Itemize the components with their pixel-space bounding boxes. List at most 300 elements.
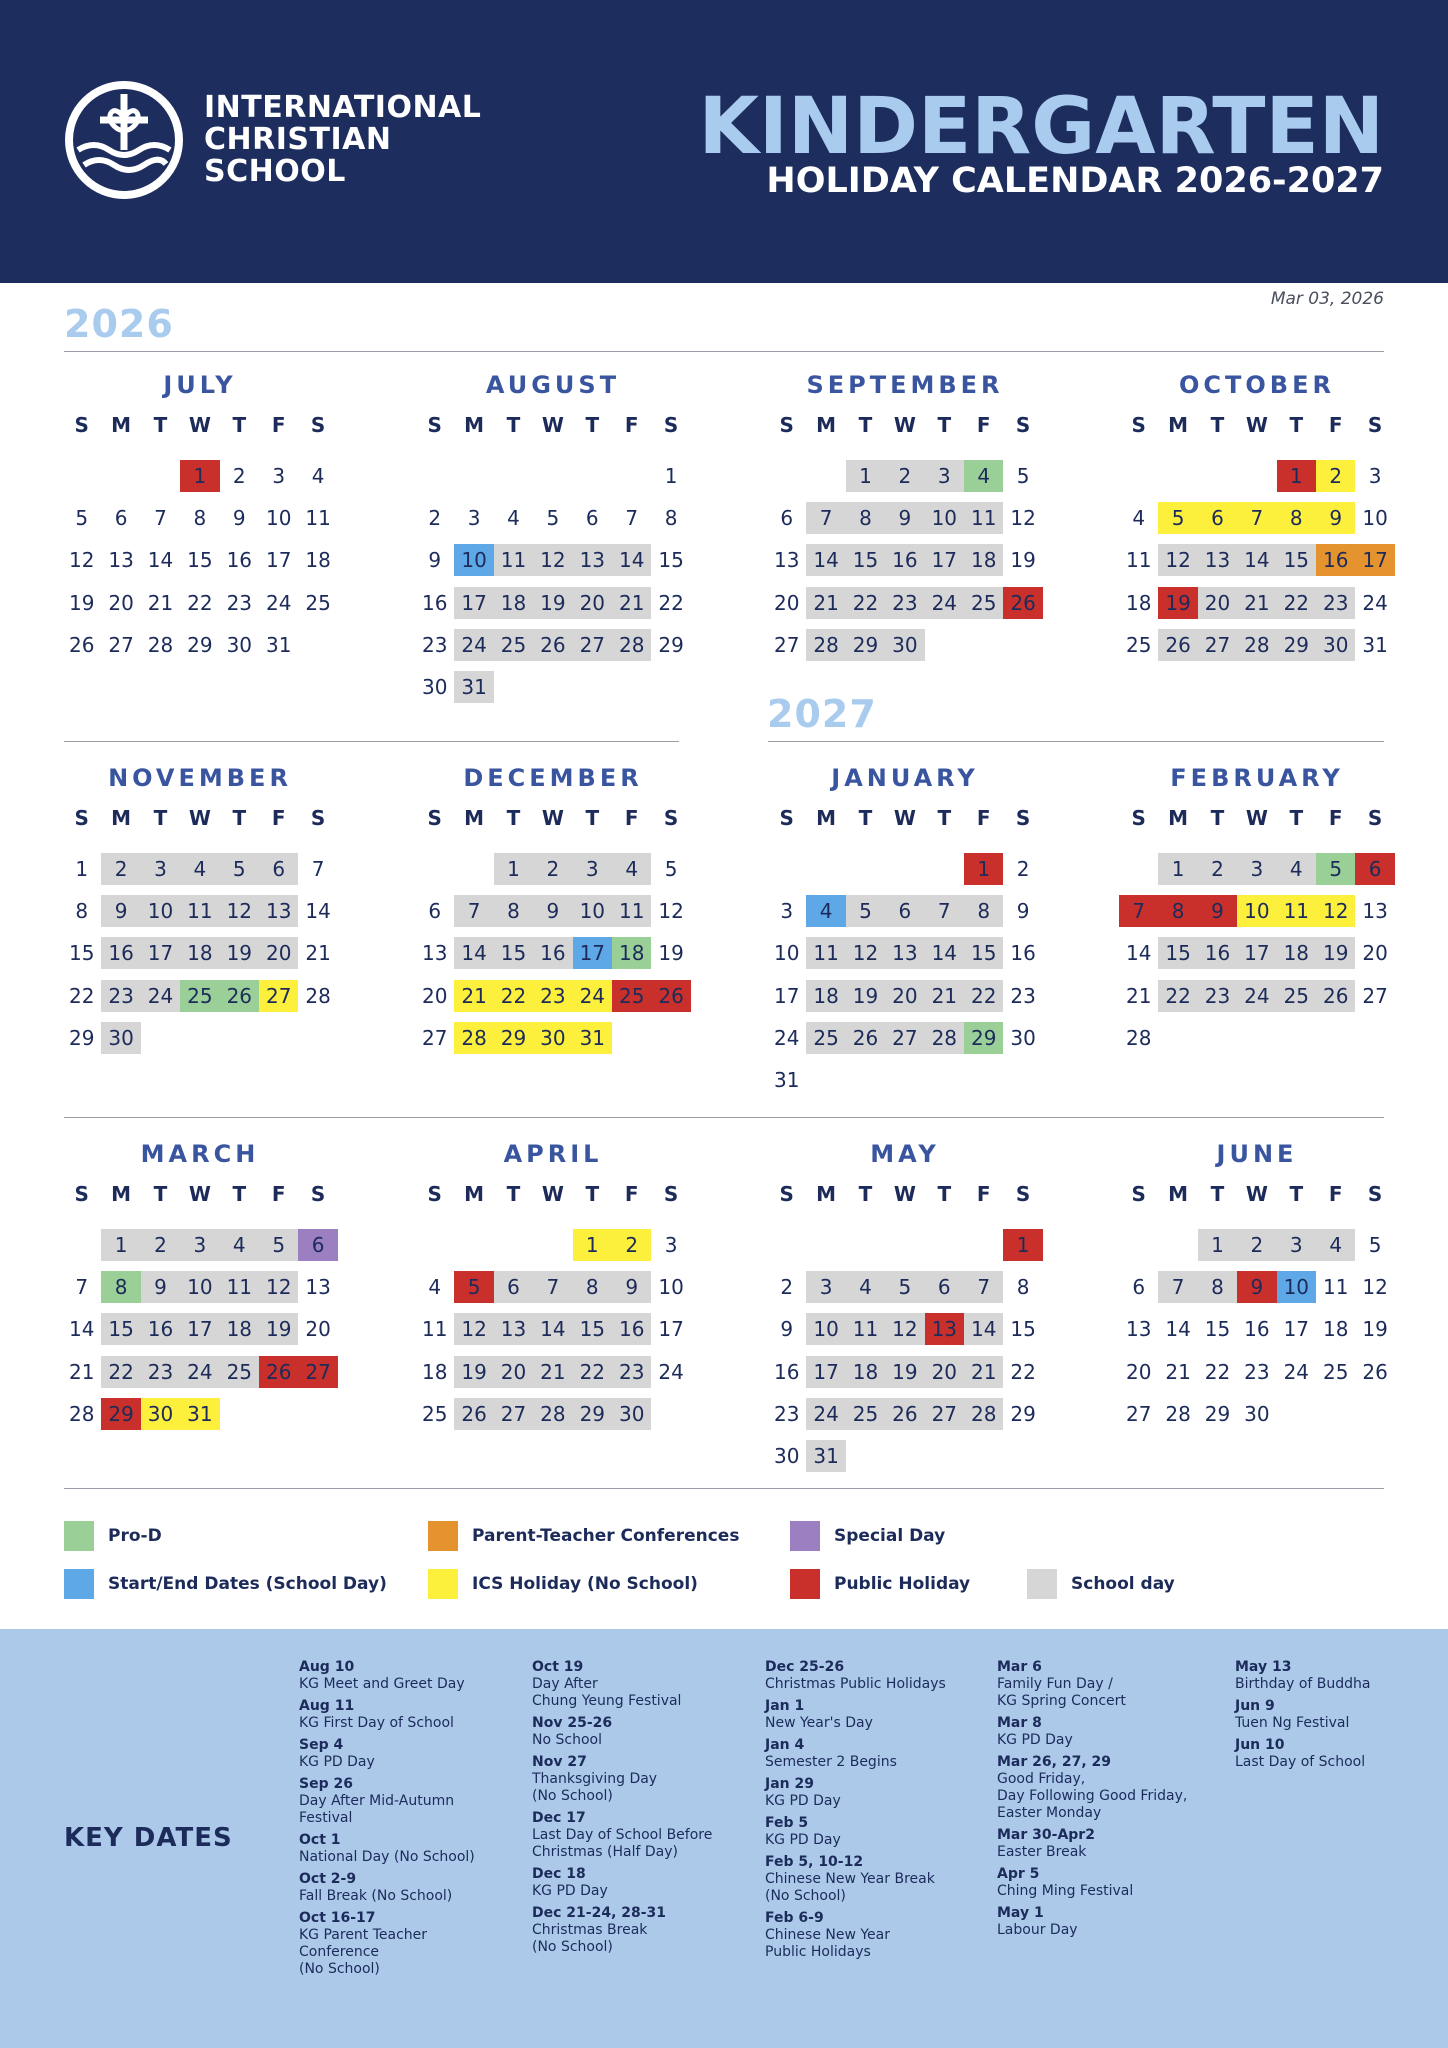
day-cell: 15 xyxy=(101,1313,140,1345)
day-cell: 27 xyxy=(298,1356,337,1388)
month-december xyxy=(415,763,691,1050)
day-cell: 28 xyxy=(1237,629,1276,661)
weekday-header: W xyxy=(893,1182,916,1206)
day-cell: 23 xyxy=(533,980,572,1012)
day-cell: 29 xyxy=(494,1022,533,1054)
weekday-header: F xyxy=(1328,1182,1343,1206)
day-cell: 19 xyxy=(454,1356,493,1388)
weekday-header: S xyxy=(74,1182,89,1206)
day-cell: 20 xyxy=(925,1356,964,1388)
month-name: SEPTEMBER xyxy=(806,371,1004,399)
day-cell: 25 xyxy=(1125,632,1152,657)
weekday-header: M xyxy=(111,1182,132,1206)
weekday-header: T xyxy=(232,413,247,437)
legend-label: School day xyxy=(1071,1574,1175,1594)
weekday-header: S xyxy=(310,806,326,830)
day-cell: 27 xyxy=(259,980,298,1012)
day-cell: 7 xyxy=(625,506,639,531)
day-cell: 23 xyxy=(141,1356,180,1388)
key-date-description: Chinese New Year Public Holidays xyxy=(765,1927,891,1960)
day-cell: 10 xyxy=(1237,895,1276,927)
day-cell: 29 xyxy=(846,629,885,661)
key-date-description: KG PD Day xyxy=(532,1883,608,1899)
key-date-date: Jun 10 xyxy=(1235,1737,1285,1753)
day-cell: 1 xyxy=(846,460,885,492)
day-cell: 9 xyxy=(141,1271,180,1303)
day-cell: 23 xyxy=(1244,1359,1270,1384)
day-cell: 4 xyxy=(806,895,845,927)
weekday-header: W xyxy=(541,806,564,830)
day-cell: 7 xyxy=(311,857,325,881)
key-date-entry xyxy=(997,1827,1217,1861)
day-cell: 16 xyxy=(885,544,924,576)
weekday-header: S xyxy=(663,806,679,830)
day-cell: 31 xyxy=(454,671,493,703)
day-cell: 15 xyxy=(573,1313,612,1345)
page-subtitle: HOLIDAY CALENDAR 2026-2027 xyxy=(766,161,1384,201)
weekday-header: S xyxy=(310,1182,326,1206)
day-cell: 1 xyxy=(1003,1229,1042,1261)
day-cell: 19 xyxy=(1010,548,1036,573)
legend-label: Special Day xyxy=(834,1526,946,1546)
key-date-entry xyxy=(532,1659,752,1710)
day-cell: 8 xyxy=(1016,1275,1030,1300)
month-name: FEBRUARY xyxy=(1170,764,1344,792)
key-date-date: May 13 xyxy=(1235,1659,1292,1675)
key-dates-column xyxy=(765,1659,985,1966)
weekday-header: T xyxy=(232,1182,247,1206)
key-date-date: Jun 9 xyxy=(1235,1698,1275,1714)
day-cell: 10 xyxy=(1362,506,1388,531)
day-cell: 29 xyxy=(1010,1401,1036,1426)
legend-swatch xyxy=(1027,1569,1057,1599)
month-name: JUNE xyxy=(1216,1140,1298,1168)
day-cell: 13 xyxy=(573,544,612,576)
month-name: MAY xyxy=(870,1140,940,1168)
day-cell: 11 xyxy=(846,1313,885,1345)
month-name: JANUARY xyxy=(831,764,979,792)
day-cell: 26 xyxy=(454,1398,493,1430)
day-cell: 19 xyxy=(1158,587,1197,619)
day-cell: 22 xyxy=(1204,1359,1231,1384)
day-cell: 14 xyxy=(806,544,845,576)
day-cell: 4 xyxy=(846,1271,885,1303)
key-date-date: Oct 19 xyxy=(532,1659,584,1675)
day-cell: 26 xyxy=(1158,629,1197,661)
day-cell: 13 xyxy=(773,548,800,573)
day-cell: 31 xyxy=(773,1068,800,1092)
day-cell: 25 xyxy=(1322,1359,1349,1384)
day-cell: 14 xyxy=(147,548,174,573)
day-cell: 13 xyxy=(421,941,448,966)
day-cell: 26 xyxy=(1316,980,1355,1012)
day-cell: 19 xyxy=(259,1313,298,1345)
day-cell: 23 xyxy=(1010,983,1036,1008)
key-date-entry xyxy=(997,1659,1217,1710)
day-cell: 13 xyxy=(1125,1317,1152,1342)
day-cell: 21 xyxy=(454,980,493,1012)
key-date-date: Sep 4 xyxy=(299,1737,344,1753)
key-date-entry xyxy=(765,1910,985,1961)
day-cell: 7 xyxy=(1119,895,1158,927)
key-dates-title: KEY DATES xyxy=(64,1823,233,1853)
weekday-header: S xyxy=(1131,1182,1146,1206)
day-cell: 19 xyxy=(658,941,684,966)
day-cell: 28 xyxy=(305,983,331,1008)
weekday-header: T xyxy=(585,806,600,830)
month-january xyxy=(767,763,1043,1092)
day-cell: 3 xyxy=(925,460,964,492)
month-name: MARCH xyxy=(140,1140,260,1168)
day-cell: 5 xyxy=(1316,853,1355,885)
divider-legend xyxy=(64,1488,1384,1489)
day-cell: 20 xyxy=(773,590,800,615)
key-date-entry xyxy=(997,1905,1217,1939)
key-date-date: Nov 25-26 xyxy=(532,1715,613,1731)
day-cell: 24 xyxy=(773,1025,800,1050)
weekday-header: S xyxy=(310,413,326,437)
legend-swatch xyxy=(428,1569,458,1599)
day-cell: 26 xyxy=(846,1022,885,1054)
day-cell: 9 xyxy=(780,1317,794,1342)
key-date-entry xyxy=(299,1776,519,1827)
day-cell: 18 xyxy=(1322,1317,1349,1342)
key-date-date: Mar 8 xyxy=(997,1715,1042,1731)
weekday-header: M xyxy=(111,806,132,830)
weekday-header: T xyxy=(1289,1182,1304,1206)
day-cell: 15 xyxy=(187,548,213,573)
day-cell: 29 xyxy=(187,632,213,657)
day-cell: 7 xyxy=(75,1275,89,1300)
day-cell: 3 xyxy=(664,1233,678,1257)
weekday-header: S xyxy=(427,413,442,437)
day-cell: 23 xyxy=(101,980,140,1012)
day-cell: 11 xyxy=(421,1317,448,1342)
key-date-description: Thanksgiving Day (No School) xyxy=(532,1771,658,1804)
day-cell: 22 xyxy=(494,980,533,1012)
key-date-description: New Year's Day xyxy=(765,1715,873,1731)
day-cell: 17 xyxy=(573,937,612,969)
day-cell: 16 xyxy=(101,937,140,969)
day-cell: 1 xyxy=(1158,853,1197,885)
day-cell: 3 xyxy=(1368,464,1382,488)
day-cell: 7 xyxy=(533,1271,572,1303)
day-cell: 7 xyxy=(964,1271,1003,1303)
day-cell: 1 xyxy=(964,853,1003,885)
day-cell: 30 xyxy=(1316,629,1355,661)
month-august xyxy=(415,370,691,699)
day-cell: 26 xyxy=(1003,587,1042,619)
key-date-date: Oct 16-17 xyxy=(299,1910,376,1926)
day-cell: 9 xyxy=(232,506,246,531)
weekday-header: W xyxy=(188,413,211,437)
weekday-header: W xyxy=(893,806,916,830)
day-cell: 11 xyxy=(806,937,845,969)
day-cell: 19 xyxy=(220,937,259,969)
weekday-header: S xyxy=(427,1182,442,1206)
key-date-entry xyxy=(1235,1659,1448,1693)
day-cell: 20 xyxy=(1362,941,1388,966)
key-date-description: Day After Chung Yeung Festival xyxy=(532,1676,682,1709)
day-cell: 4 xyxy=(311,464,325,488)
day-cell: 18 xyxy=(1277,937,1316,969)
day-cell: 3 xyxy=(806,1271,845,1303)
day-cell: 22 xyxy=(187,590,213,615)
day-cell: 13 xyxy=(1198,544,1237,576)
key-dates-column xyxy=(299,1659,519,1983)
key-date-description: Last Day of School xyxy=(1235,1754,1366,1770)
day-cell: 20 xyxy=(494,1356,533,1388)
day-cell: 20 xyxy=(885,980,924,1012)
day-cell: 8 xyxy=(573,1271,612,1303)
day-cell: 3 xyxy=(272,464,286,488)
weekday-header: T xyxy=(1289,806,1304,830)
key-date-description: KG First Day of School xyxy=(299,1715,454,1731)
key-dates-column xyxy=(997,1659,1217,1944)
day-cell: 22 xyxy=(101,1356,140,1388)
weekday-header: F xyxy=(271,413,286,437)
page-title: KINDERGARTEN xyxy=(698,82,1384,172)
month-name: JULY xyxy=(163,371,237,399)
day-cell: 1 xyxy=(101,1229,140,1261)
day-cell: 22 xyxy=(68,983,95,1008)
day-cell: 19 xyxy=(885,1356,924,1388)
day-cell: 24 xyxy=(1237,980,1276,1012)
weekday-header: S xyxy=(779,413,794,437)
day-cell: 14 xyxy=(1125,941,1152,966)
day-cell: 11 xyxy=(612,895,651,927)
school-name xyxy=(204,92,481,188)
day-cell: 5 xyxy=(546,506,560,531)
day-cell: 15 xyxy=(658,548,684,573)
day-cell: 16 xyxy=(1316,544,1355,576)
day-cell: 12 xyxy=(220,895,259,927)
weekday-header: T xyxy=(153,1182,168,1206)
day-cell: 12 xyxy=(1316,895,1355,927)
day-cell: 23 xyxy=(1316,587,1355,619)
legend-label: Parent-Teacher Conferences xyxy=(472,1526,740,1546)
day-cell: 17 xyxy=(658,1317,684,1342)
legend-swatch xyxy=(64,1569,94,1599)
day-cell: 20 xyxy=(305,1317,331,1342)
key-date-date: Aug 10 xyxy=(299,1659,355,1675)
day-cell: 10 xyxy=(658,1275,684,1300)
day-cell: 17 xyxy=(773,983,800,1008)
day-cell: 6 xyxy=(585,506,599,531)
day-cell: 7 xyxy=(806,502,845,534)
day-cell: 28 xyxy=(806,629,845,661)
day-cell: 15 xyxy=(1010,1317,1036,1342)
legend-label: Public Holiday xyxy=(834,1574,971,1594)
day-cell: 21 xyxy=(1237,587,1276,619)
day-cell: 18 xyxy=(612,937,651,969)
day-cell: 6 xyxy=(1355,853,1394,885)
day-cell: 13 xyxy=(108,548,134,573)
key-date-description: Good Friday, Day Following Good Friday, Easter Monday xyxy=(997,1771,1188,1821)
day-cell: 2 xyxy=(1016,857,1030,881)
day-cell: 19 xyxy=(1362,1317,1388,1342)
key-date-description: KG PD Day xyxy=(997,1732,1073,1748)
day-cell: 10 xyxy=(265,506,292,531)
key-dates-column xyxy=(532,1659,752,1961)
school-name-line-1: INTERNATIONAL xyxy=(204,90,482,125)
weekday-header: S xyxy=(1131,806,1146,830)
day-cell: 10 xyxy=(1277,1271,1316,1303)
key-date-entry xyxy=(765,1737,985,1771)
day-cell: 12 xyxy=(68,548,95,573)
day-cell: 24 xyxy=(141,980,180,1012)
day-cell: 2 xyxy=(533,853,572,885)
key-date-description: Tuen Ng Festival xyxy=(1235,1715,1350,1731)
school-logo-icon xyxy=(64,80,184,200)
day-cell: 16 xyxy=(612,1313,651,1345)
day-cell: 11 xyxy=(1322,1275,1349,1300)
day-cell: 25 xyxy=(494,629,533,661)
day-cell: 2 xyxy=(612,1229,651,1261)
day-cell: 11 xyxy=(1125,548,1152,573)
day-cell: 30 xyxy=(885,629,924,661)
weekday-header: T xyxy=(937,1182,952,1206)
day-cell: 19 xyxy=(1316,937,1355,969)
day-cell: 27 xyxy=(1362,983,1388,1008)
day-cell: 25 xyxy=(180,980,219,1012)
day-cell: 12 xyxy=(885,1313,924,1345)
day-cell: 24 xyxy=(180,1356,219,1388)
day-cell: 10 xyxy=(773,941,800,966)
weekday-header: T xyxy=(858,1182,873,1206)
weekday-header: T xyxy=(1210,806,1225,830)
weekday-header: S xyxy=(1015,806,1031,830)
day-cell: 6 xyxy=(298,1229,337,1261)
day-cell: 19 xyxy=(533,587,572,619)
key-date-entry xyxy=(299,1832,519,1866)
key-date-entry xyxy=(765,1854,985,1905)
month-april xyxy=(415,1139,691,1426)
day-cell: 26 xyxy=(68,632,95,657)
key-date-date: Jan 29 xyxy=(765,1776,814,1792)
day-cell: 9 xyxy=(885,502,924,534)
key-date-date: Mar 30-Apr2 xyxy=(997,1827,1095,1843)
day-cell: 20 xyxy=(573,587,612,619)
day-cell: 16 xyxy=(141,1313,180,1345)
day-cell: 28 xyxy=(1125,1025,1152,1050)
key-dates-panel xyxy=(0,1629,1448,2048)
day-cell: 22 xyxy=(964,980,1003,1012)
month-july xyxy=(62,370,338,657)
weekday-header: M xyxy=(464,413,485,437)
day-cell: 4 xyxy=(612,853,651,885)
legend-swatch xyxy=(790,1569,820,1599)
day-cell: 16 xyxy=(773,1359,800,1384)
key-date-date: May 1 xyxy=(997,1905,1044,1921)
day-cell: 2 xyxy=(780,1275,794,1300)
day-cell: 31 xyxy=(573,1022,612,1054)
day-cell: 6 xyxy=(780,506,794,531)
day-cell: 8 xyxy=(101,1271,140,1303)
day-cell: 11 xyxy=(220,1271,259,1303)
weekday-header: M xyxy=(816,806,837,830)
day-cell: 16 xyxy=(421,590,448,615)
day-cell: 12 xyxy=(454,1313,493,1345)
key-date-date: Dec 25-26 xyxy=(765,1659,845,1675)
day-cell: 6 xyxy=(428,899,442,924)
day-cell: 23 xyxy=(1198,980,1237,1012)
day-cell: 11 xyxy=(494,544,533,576)
day-cell: 28 xyxy=(1165,1401,1191,1426)
day-cell: 13 xyxy=(885,937,924,969)
day-cell: 22 xyxy=(1158,980,1197,1012)
day-cell: 14 xyxy=(612,544,651,576)
day-cell: 15 xyxy=(494,937,533,969)
weekday-header: F xyxy=(976,1182,991,1206)
key-date-date: Nov 27 xyxy=(532,1754,587,1770)
day-cell: 1 xyxy=(1277,460,1316,492)
day-cell: 17 xyxy=(1237,937,1276,969)
day-cell: 12 xyxy=(846,937,885,969)
day-cell: 5 xyxy=(885,1271,924,1303)
key-date-description: Family Fun Day / KG Spring Concert xyxy=(997,1676,1126,1709)
day-cell: 5 xyxy=(1158,502,1197,534)
day-cell: 31 xyxy=(265,632,292,657)
weekday-header: F xyxy=(624,413,639,437)
day-cell: 3 xyxy=(180,1229,219,1261)
day-cell: 29 xyxy=(964,1022,1003,1054)
weekday-header: M xyxy=(464,806,485,830)
key-date-entry xyxy=(1235,1737,1448,1771)
day-cell: 24 xyxy=(1283,1359,1310,1384)
day-cell: 5 xyxy=(220,853,259,885)
day-cell: 4 xyxy=(180,853,219,885)
day-cell: 10 xyxy=(141,895,180,927)
legend-swatch xyxy=(64,1521,94,1551)
day-cell: 30 xyxy=(141,1398,180,1430)
day-cell: 26 xyxy=(1362,1359,1388,1384)
day-cell: 17 xyxy=(1283,1317,1310,1342)
weekday-header: S xyxy=(779,1182,794,1206)
day-cell: 26 xyxy=(533,629,572,661)
day-cell: 4 xyxy=(428,1275,442,1300)
day-cell: 2 xyxy=(885,460,924,492)
day-cell: 18 xyxy=(964,544,1003,576)
day-cell: 2 xyxy=(1237,1229,1276,1261)
day-cell: 1 xyxy=(1198,1229,1237,1261)
day-cell: 5 xyxy=(1016,464,1030,488)
day-cell: 2 xyxy=(141,1229,180,1261)
day-cell: 6 xyxy=(925,1271,964,1303)
weekday-header: M xyxy=(1168,1182,1189,1206)
day-cell: 29 xyxy=(101,1398,140,1430)
day-cell: 21 xyxy=(68,1359,95,1384)
day-cell: 7 xyxy=(925,895,964,927)
weekday-header: F xyxy=(1328,413,1343,437)
month-name: APRIL xyxy=(503,1140,603,1168)
key-date-description: KG PD Day xyxy=(765,1832,841,1848)
day-cell: 30 xyxy=(226,632,253,657)
day-cell: 1 xyxy=(180,460,219,492)
day-cell: 2 xyxy=(428,506,442,531)
day-cell: 1 xyxy=(664,464,678,488)
day-cell: 22 xyxy=(658,590,684,615)
day-cell: 1 xyxy=(75,857,89,881)
day-cell: 23 xyxy=(612,1356,651,1388)
key-date-description: KG PD Day xyxy=(765,1793,841,1809)
day-cell: 22 xyxy=(573,1356,612,1388)
key-date-description: KG Meet and Greet Day xyxy=(299,1676,465,1692)
day-cell: 6 xyxy=(1132,1275,1146,1300)
day-cell: 3 xyxy=(573,853,612,885)
key-date-entry xyxy=(299,1871,519,1905)
day-cell: 6 xyxy=(494,1271,533,1303)
